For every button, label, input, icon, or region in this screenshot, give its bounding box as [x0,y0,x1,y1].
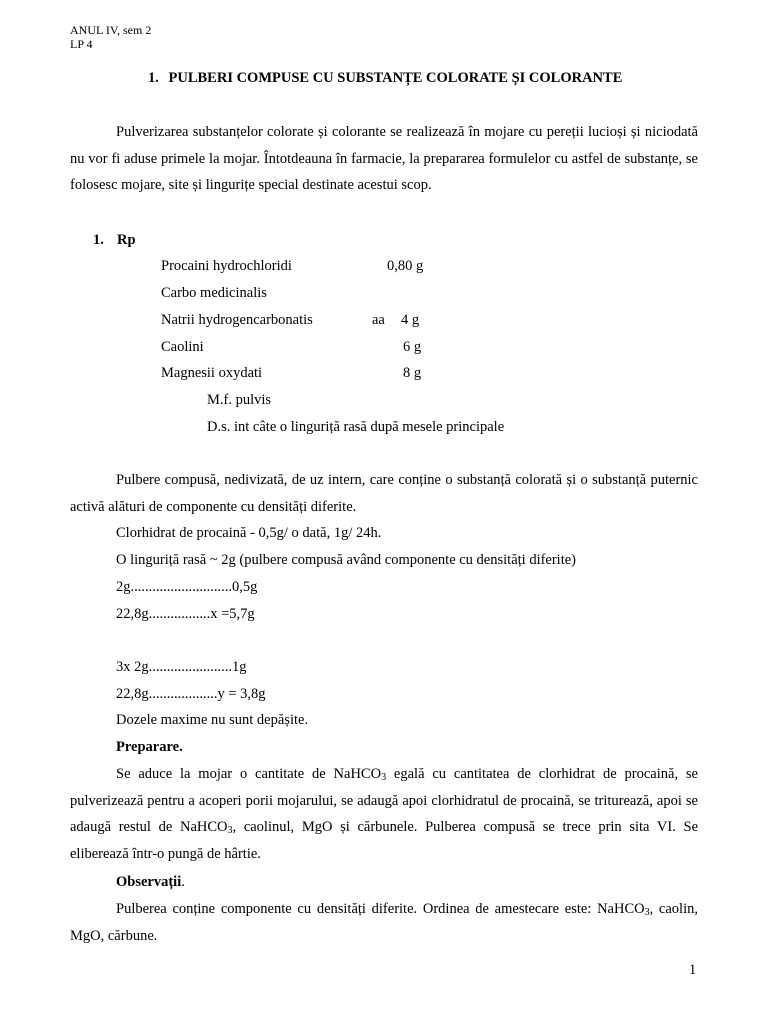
intro-paragraph: Pulverizarea substanțelor colorate și colorante se realizează în mojare cu pereții lucioși și niciodată nu vor fi aduse primele la mojar. Întotdeauna în farmacie, la prepararea formulelor cu astfel de substanțe, se folosesc mojare, site și lingurițe special destinate acestui scop. [70,124,698,193]
calc-line: 3x 2g.......................1g [116,659,247,675]
rp-item-qty: 4 g [401,312,420,328]
rp-item-name: Carbo medicinalis [161,285,267,301]
preparare-paragraph [70,761,698,867]
preparare-heading: Preparare. [116,739,183,755]
rp-label: Rp [117,232,136,248]
rp-ds: D.s. int câte o linguriță rasă după mesele principale [207,419,505,435]
calc-line: 2g............................0,5g [116,579,258,595]
header-year: ANUL IV, sem 2 [70,23,152,37]
rp-item-prefix: aa [372,312,385,328]
rp-item-name: Procaini hydrochloridi [161,258,292,274]
calc-line: 22,8g.................x =5,7g [116,606,255,622]
subscript: 3 [227,825,233,836]
calc-line: 22,8g...................y = 3,8g [116,686,266,702]
heading-dot: . [181,874,185,890]
rp-number: 1. [93,232,104,248]
subscript: 3 [644,907,650,918]
rp-mf: M.f. pulvis [207,392,272,408]
observatii-text: Pulberea conține componente cu densități diferite. Ordinea de amestecare este: NaHCO [116,901,645,917]
page-number: 1 [689,962,697,978]
page-title [148,70,622,87]
preparare-text: egală cu cantitatea de clorhidrat de procaină, se pulverizează pentru a acoperi porii mojarului, se adaugă apoi clorhidratul de procaină, se triturează, apoi se adaugă restul de NaHCO [70,766,698,835]
observatii-paragraph [70,896,698,949]
subscript: 3 [381,772,387,783]
calc-conclusion: Dozele maxime nu sunt depășite. [116,712,309,728]
rp-item-qty: 6 g [403,339,422,355]
preparare-text: , caolinul, MgO și cărbunele. Pulberea compusă se trece prin sita VI. Se eliberează într-o pungă de hârtie. [70,819,699,862]
rp-item-name: Natrii hydrogencarbonatis [161,312,313,328]
calc-line: Clorhidrat de procaină - 0,5g/ o dată, 1g/ 24h. [116,525,382,541]
calc-line: O linguriță rasă ~ 2g (pulbere compusă având componente cu densități diferite) [116,552,577,568]
header-lab: LP 4 [70,37,93,51]
observatii-heading: Observații [116,874,182,890]
rp-item-name: Caolini [161,339,204,355]
observatii-text: , caolin, MgO, cărbune. [70,901,698,944]
title-text: PULBERI COMPUSE CU SUBSTANȚE COLORATE ȘI COLORANTE [168,70,623,86]
rp-item-qty: 8 g [403,365,422,381]
description-paragraph: Pulbere compusă, nedivizată, de uz intern, care conține o substanță colorată și o substanță puternic activă alături de componente cu densități diferite. [70,472,698,515]
preparare-text: Se aduce la mojar o cantitate de NaHCO [116,766,382,782]
title-number: 1. [148,70,159,86]
observatii-heading-line [116,874,185,891]
rp-item-qty: 0,80 g [387,258,424,274]
rp-item-name: Magnesii oxydati [161,365,263,381]
